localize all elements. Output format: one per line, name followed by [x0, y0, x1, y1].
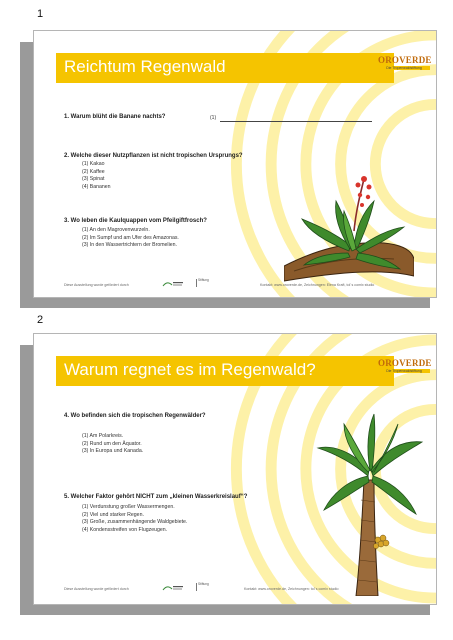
page-title: Warum regnet es im Regenwald?: [64, 360, 316, 379]
option: (1) Verdunstung großer Wassermengen.: [82, 504, 175, 510]
option: (2) Im Sumpf und am Ufer des Amazonas.: [82, 234, 179, 241]
question-5-options: [82, 504, 187, 534]
palm-tree-illustration: [316, 410, 426, 596]
question-2: 2. Welche dieser Nutzpflanzen ist nicht tropischen Ursprungs?: [64, 153, 243, 159]
oroverde-logo: [378, 55, 430, 83]
option: (2) Viel und starker Regen.: [82, 511, 144, 518]
option: (4) Kondensstreifen von Flugzeugen.: [82, 526, 168, 533]
footer-credit: Diese Ausstellung wurde gefördert durch: [64, 283, 129, 287]
bromeliad-illustration: [284, 171, 414, 289]
option: (3) Große, zusammenhängende Waldgebiete.: [82, 519, 188, 526]
option: (1) Kakao: [82, 161, 105, 167]
footer-contact: Kontakt: www.oroverde.de, Zeichnungen: tol´s comix studio: [244, 587, 339, 591]
option: (3) In Europa und Kanada.: [82, 448, 144, 455]
oroverde-logo: [378, 358, 430, 386]
page-number: 2: [37, 314, 44, 326]
sponsor-logo-icon: [162, 280, 184, 288]
sponsor-foundation: Stiftung: [196, 279, 209, 287]
answer-tag: (1): [210, 115, 217, 121]
option: (3) In den Wassertrichtern der Bromelien.: [82, 242, 177, 249]
sponsor-foundation: Stiftung: [196, 583, 209, 591]
logo-wordmark: OROVERDE: [378, 55, 432, 65]
question-3-options: [82, 227, 179, 250]
slide-1: [33, 30, 437, 298]
logo-tagline: Die Tropenwaldstiftung: [378, 369, 430, 373]
option: (1) An den Magrovenwurzeln.: [82, 227, 150, 233]
option: (3) Spinat: [82, 176, 105, 183]
answer-line[interactable]: [220, 121, 372, 122]
question-1: 1. Warum blüht die Banane nachts?: [64, 114, 166, 120]
sponsor-logo-icon: [162, 584, 184, 592]
question-2-options: [82, 161, 111, 191]
question-3: 3. Wo leben die Kaulquappen vom Pfeilgiftfrosch?: [64, 218, 207, 224]
footer-credit: Diese Ausstellung wurde gefördert durch: [64, 587, 129, 591]
option: (2) Rund um den Äquator.: [82, 440, 142, 447]
option: (2) Kaffee: [82, 168, 105, 175]
question-4: 4. Wo befinden sich die tropischen Regenwälder?: [64, 413, 206, 419]
logo-wordmark: OROVERDE: [378, 358, 432, 368]
page-title: Reichtum Regenwald: [64, 57, 226, 76]
page-number: 1: [37, 8, 44, 20]
logo-tagline: Die Tropenwaldstiftung: [378, 66, 430, 70]
option: (4) Bananen: [82, 183, 111, 190]
slide-2: [33, 333, 437, 605]
footer-contact: Kontakt: www.oroverde.de, Zeichnungen: Elena Kraft, tol´s comix studio: [260, 283, 375, 287]
question-4-options: [82, 433, 143, 456]
question-5: 5. Welcher Faktor gehört NICHT zum „kleinen Wasserkreislauf“?: [64, 494, 248, 500]
option: (1) Am Polarkreis.: [82, 433, 124, 439]
